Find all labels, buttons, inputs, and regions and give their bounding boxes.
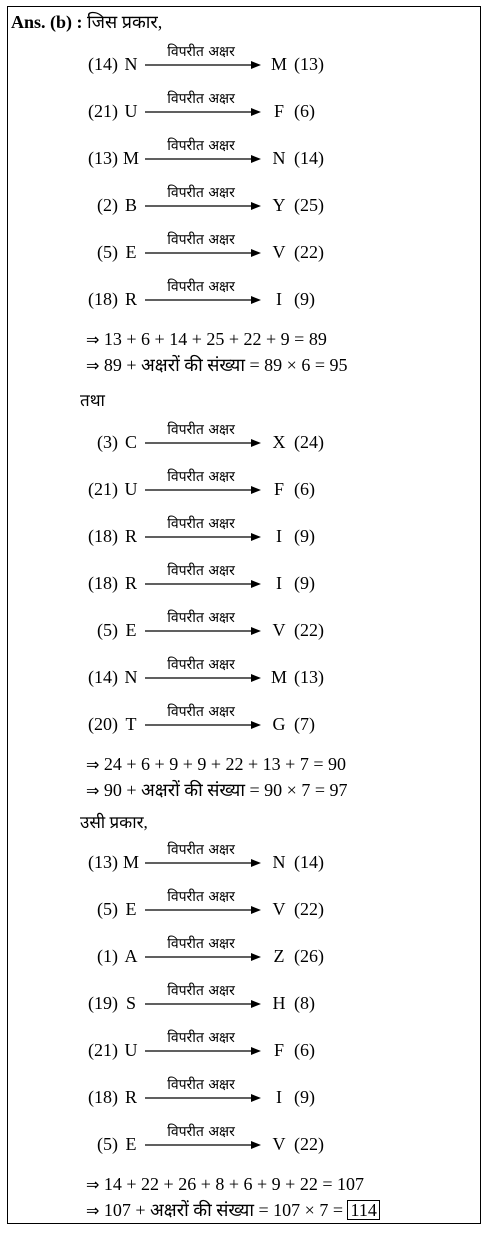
letter-position-left: (5) [97, 899, 118, 919]
arrow-label: विपरीत अक्षर [167, 563, 235, 579]
answer-colon: : [76, 12, 83, 32]
mapping-row [0, 183, 493, 223]
letter-position-right: (26) [294, 946, 324, 966]
reverse-letter-arrow [145, 514, 263, 554]
right-arrow-icon [145, 154, 263, 164]
letter-position-left: (18) [88, 573, 118, 593]
right-arrow-icon [145, 579, 263, 589]
implies-symbol: ⇒ [86, 1175, 100, 1194]
mapping-row [0, 467, 493, 507]
right-arrow-icon [145, 1093, 263, 1103]
arrow-label: विपरीत अक्षर [167, 657, 235, 673]
reverse-letter-arrow [145, 981, 263, 1021]
arrow-label: विपरीत अक्षर [167, 469, 235, 485]
letter-position-right: (24) [294, 432, 324, 452]
original-letter: N [124, 54, 138, 74]
mapping-row [0, 981, 493, 1021]
right-arrow-icon [145, 626, 263, 636]
right-arrow-icon [145, 673, 263, 683]
implies-symbol: ⇒ [86, 1201, 100, 1220]
reverse-letter-arrow [145, 561, 263, 601]
mapping-row [0, 277, 493, 317]
implies-symbol: ⇒ [86, 755, 100, 774]
letter-position-right: (22) [294, 899, 324, 919]
reverse-letter-arrow [145, 1028, 263, 1068]
sum-line [86, 329, 327, 350]
letter-position-right: (6) [294, 101, 315, 121]
mapping-row [0, 230, 493, 270]
original-letter: A [124, 946, 138, 966]
mapping-row [0, 702, 493, 742]
reverse-letter-arrow [145, 702, 263, 742]
arrow-label: विपरीत अक्षर [167, 704, 235, 720]
final-answer-box: 114 [347, 1200, 379, 1220]
result-line [86, 778, 347, 802]
letter-position-right: (6) [294, 479, 315, 499]
reverse-letter-arrow [145, 840, 263, 880]
letter-position-left: (21) [88, 479, 118, 499]
implies-symbol: ⇒ [86, 781, 100, 800]
reversed-letter: F [273, 101, 284, 121]
reversed-letter: M [270, 667, 287, 687]
original-letter: N [124, 667, 138, 687]
mapping-row [0, 514, 493, 554]
reverse-letter-arrow [145, 1122, 263, 1162]
reversed-letter: H [272, 993, 286, 1013]
original-letter: R [124, 289, 137, 309]
reversed-letter: I [276, 573, 282, 593]
arrow-label: विपरीत अक्षर [167, 185, 235, 201]
reverse-letter-arrow [145, 1075, 263, 1115]
mapping-row [0, 561, 493, 601]
letter-position-left: (21) [88, 101, 118, 121]
sum-expression: 14 + 22 + 26 + 8 + 6 + 9 + 22 = 107 [103, 1174, 364, 1194]
original-letter: M [123, 148, 140, 168]
arrow-label: विपरीत अक्षर [167, 44, 235, 60]
sum-line [86, 754, 346, 775]
original-letter: U [124, 479, 138, 499]
reversed-letter: M [270, 54, 287, 74]
reverse-letter-arrow [145, 89, 263, 129]
letter-position-right: (22) [294, 1134, 324, 1154]
letter-position-right: (13) [294, 667, 324, 687]
letter-position-right: (13) [294, 54, 324, 74]
reversed-letter: Y [272, 195, 286, 215]
result-line [86, 1198, 380, 1222]
original-letter: S [125, 993, 136, 1013]
original-letter: T [125, 714, 137, 734]
original-letter: U [124, 101, 138, 121]
right-arrow-icon [145, 999, 263, 1009]
arrow-label: विपरीत अक्षर [167, 516, 235, 532]
section-label: उसी प्रकार, [80, 813, 148, 832]
reversed-letter: G [272, 714, 286, 734]
right-arrow-icon [145, 720, 263, 730]
original-letter: E [125, 1134, 137, 1154]
original-letter: R [124, 526, 137, 546]
arrow-label: विपरीत अक्षर [167, 1077, 235, 1093]
mapping-row [0, 420, 493, 460]
letter-position-left: (14) [88, 667, 118, 687]
reversed-letter: Z [273, 946, 285, 966]
mapping-row [0, 136, 493, 176]
letter-position-left: (5) [97, 242, 118, 262]
mapping-row [0, 934, 493, 974]
reversed-letter: N [272, 148, 286, 168]
reversed-letter: N [272, 852, 286, 872]
reverse-letter-arrow [145, 277, 263, 317]
result-expression: 89 + अक्षरों की संख्या = 89 × 6 = 95 [103, 355, 348, 375]
original-letter: E [125, 242, 137, 262]
letter-position-right: (22) [294, 242, 324, 262]
right-arrow-icon [145, 1046, 263, 1056]
reverse-letter-arrow [145, 655, 263, 695]
implies-symbol: ⇒ [86, 356, 100, 375]
reverse-letter-arrow [145, 230, 263, 270]
reversed-letter: F [273, 479, 284, 499]
right-arrow-icon [145, 532, 263, 542]
mapping-row [0, 840, 493, 880]
letter-position-left: (21) [88, 1040, 118, 1060]
intro-text: जिस प्रकार, [87, 12, 163, 32]
reverse-letter-arrow [145, 42, 263, 82]
right-arrow-icon [145, 858, 263, 868]
letter-position-left: (18) [88, 526, 118, 546]
right-arrow-icon [145, 201, 263, 211]
arrow-label: विपरीत अक्षर [167, 91, 235, 107]
reversed-letter: F [273, 1040, 284, 1060]
letter-position-left: (13) [88, 852, 118, 872]
letter-position-right: (14) [294, 852, 324, 872]
right-arrow-icon [145, 485, 263, 495]
letter-position-left: (19) [88, 993, 118, 1013]
reversed-letter: I [276, 526, 282, 546]
letter-position-right: (9) [294, 1087, 315, 1107]
letter-position-left: (5) [97, 1134, 118, 1154]
right-arrow-icon [145, 295, 263, 305]
section-label: तथा [80, 391, 105, 410]
original-letter: M [123, 852, 140, 872]
letter-position-right: (14) [294, 148, 324, 168]
mapping-row [0, 608, 493, 648]
mapping-row [0, 887, 493, 927]
right-arrow-icon [145, 60, 263, 70]
arrow-label: विपरीत अक्षर [167, 279, 235, 295]
letter-position-right: (6) [294, 1040, 315, 1060]
original-letter: R [124, 1087, 137, 1107]
reverse-letter-arrow [145, 887, 263, 927]
letter-position-left: (18) [88, 1087, 118, 1107]
arrow-label: विपरीत अक्षर [167, 936, 235, 952]
arrow-label: विपरीत अक्षर [167, 1030, 235, 1046]
right-arrow-icon [145, 438, 263, 448]
reverse-letter-arrow [145, 934, 263, 974]
reverse-letter-arrow [145, 608, 263, 648]
arrow-label: विपरीत अक्षर [167, 889, 235, 905]
arrow-label: विपरीत अक्षर [167, 983, 235, 999]
arrow-label: विपरीत अक्षर [167, 422, 235, 438]
mapping-row [0, 89, 493, 129]
letter-position-left: (20) [88, 714, 118, 734]
reverse-letter-arrow [145, 467, 263, 507]
original-letter: E [125, 899, 137, 919]
reversed-letter: V [272, 899, 286, 919]
implies-symbol: ⇒ [86, 330, 100, 349]
letter-position-left: (1) [97, 946, 118, 966]
result-line [86, 353, 347, 377]
original-letter: B [124, 195, 137, 215]
mapping-row [0, 655, 493, 695]
letter-position-left: (5) [97, 620, 118, 640]
arrow-label: विपरीत अक्षर [167, 842, 235, 858]
letter-position-left: (14) [88, 54, 118, 74]
mapping-row [0, 1122, 493, 1162]
arrow-label: विपरीत अक्षर [167, 610, 235, 626]
reversed-letter: V [272, 1134, 286, 1154]
result-expression: 90 + अक्षरों की संख्या = 90 × 7 = 97 [103, 780, 348, 800]
arrow-label: विपरीत अक्षर [167, 232, 235, 248]
mapping-row [0, 42, 493, 82]
result-expression: 107 + अक्षरों की संख्या = 107 × 7 = [103, 1200, 348, 1220]
reversed-letter: V [272, 620, 286, 640]
sum-expression: 24 + 6 + 9 + 9 + 22 + 13 + 7 = 90 [103, 754, 346, 774]
original-letter: R [124, 573, 137, 593]
letter-position-right: (8) [294, 993, 315, 1013]
original-letter: U [124, 1040, 138, 1060]
right-arrow-icon [145, 1140, 263, 1150]
arrow-label: विपरीत अक्षर [167, 1124, 235, 1140]
mapping-row [0, 1028, 493, 1068]
letter-position-left: (18) [88, 289, 118, 309]
letter-position-left: (3) [97, 432, 118, 452]
reverse-letter-arrow [145, 420, 263, 460]
right-arrow-icon [145, 905, 263, 915]
right-arrow-icon [145, 107, 263, 117]
original-letter: E [125, 620, 137, 640]
right-arrow-icon [145, 952, 263, 962]
reversed-letter: V [272, 242, 286, 262]
letter-position-right: (9) [294, 289, 315, 309]
letter-position-right: (25) [294, 195, 324, 215]
answer-intro [11, 10, 162, 34]
mapping-row [0, 1075, 493, 1115]
letter-position-right: (7) [294, 714, 315, 734]
original-letter: C [124, 432, 137, 452]
sum-expression: 13 + 6 + 14 + 25 + 22 + 9 = 89 [103, 329, 327, 349]
reversed-letter: I [276, 1087, 282, 1107]
arrow-label: विपरीत अक्षर [167, 138, 235, 154]
letter-position-left: (13) [88, 148, 118, 168]
letter-position-right: (9) [294, 573, 315, 593]
reverse-letter-arrow [145, 183, 263, 223]
letter-position-left: (2) [97, 195, 118, 215]
right-arrow-icon [145, 248, 263, 258]
reverse-letter-arrow [145, 136, 263, 176]
letter-position-right: (22) [294, 620, 324, 640]
answer-option: Ans. (b) [11, 12, 73, 32]
reversed-letter: I [276, 289, 282, 309]
letter-position-right: (9) [294, 526, 315, 546]
reversed-letter: X [272, 432, 286, 452]
sum-line [86, 1174, 364, 1195]
